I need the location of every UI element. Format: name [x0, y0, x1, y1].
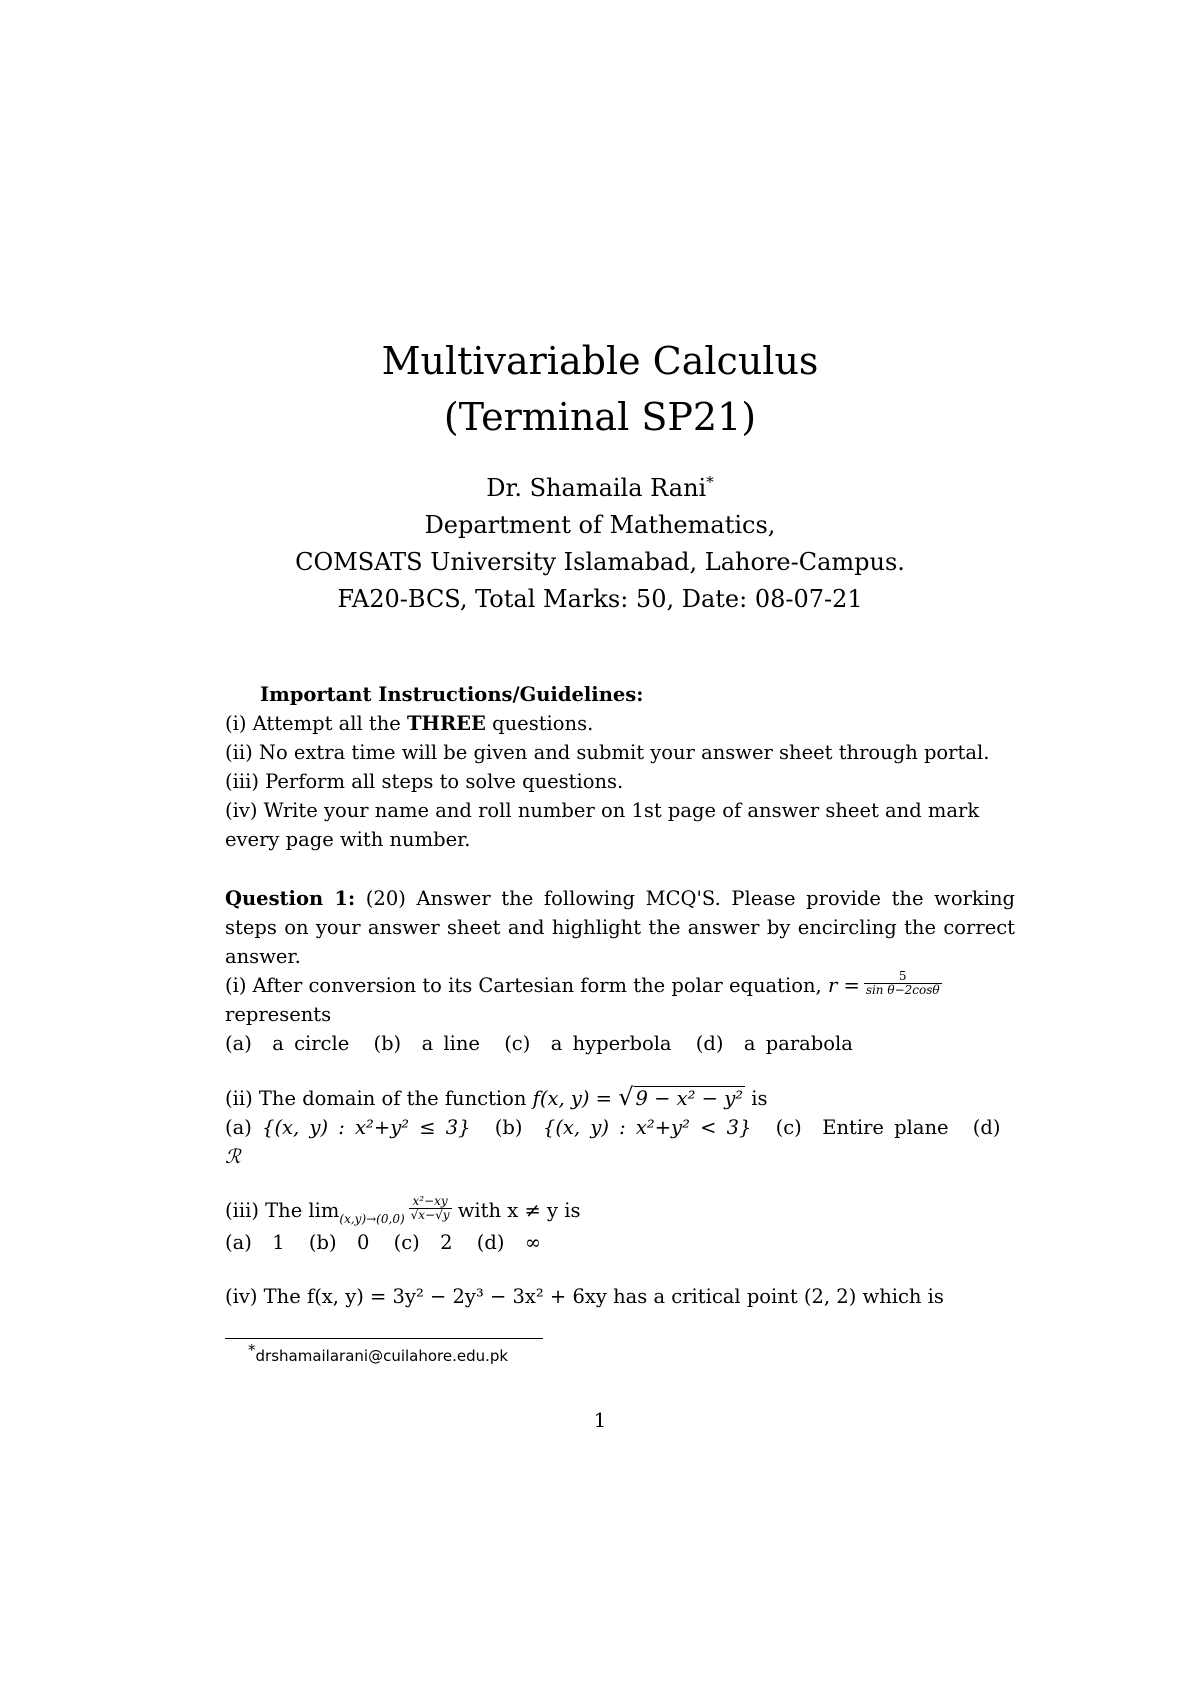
instruction-iii: (iii) Perform all steps to solve questions. [225, 770, 624, 793]
document-subtitle: (Terminal SP21) [443, 395, 757, 439]
instruction-i: (i) Attempt all the THREE questions. [225, 712, 594, 735]
mcq-i-options: (a) a circle (b) a line (c) a hyperbola (d) a parabola [225, 1032, 853, 1055]
polar-fraction: $\frac{5}{\text{sin θ−2cosθ}}$ [865, 969, 940, 997]
department: Department of Mathematics, [424, 511, 776, 539]
footnote: *drshamailarani@cuilahore.edu.pk [248, 1341, 509, 1365]
mcq-ii: (ii) The domain of the function f(x, y) = √ 9 − x² − y² is [225, 1083, 768, 1111]
mcq-i: (i) After conversion to its Cartesian form the polar equation, r = $\frac{5}{\text{sin θ−2cosθ}}$ [225, 969, 940, 997]
exam-info: FA20-BCS, Total Marks: 50, Date: 08-07-21 [337, 585, 863, 613]
university: COMSATS University Islamabad, Lahore-Campus. [295, 548, 905, 576]
author-line [0, 470, 1200, 507]
footnote-mark: * [706, 473, 714, 491]
footnote-rule [225, 1338, 543, 1339]
question-1-intro: Question 1: (20) Answer the following MCQ'S. Please provide the working steps on your answer sheet and highlight the answer by encircling the correct answer. [225, 887, 1016, 968]
instruction-iv: (iv) Write your name and roll number on 1st page of answer sheet and mark every page with number. [225, 799, 980, 851]
instructions-list [225, 709, 1015, 854]
question-1 [225, 884, 1015, 1311]
author-block [0, 470, 1200, 618]
page-number: 1 [593, 1408, 607, 1432]
mcq-ii-options: (a) {(x, y) : x²+y² ≤ 3} (b) {(x, y) : x²+y² < 3} (c) Entire plane (d) ℛ [225, 1116, 1001, 1168]
mcq-iii: (iii) The $\lim_{(x,y)\to(0,0)}$ $\frac{\text{x²−xy}}{√x-√y}$ with x ≠ y is [225, 1194, 581, 1226]
document-title: Multivariable Calculus [381, 339, 819, 383]
sqrt-symbol: √ [618, 1083, 634, 1111]
author-email: drshamailarani@cuilahore.edu.pk [255, 1347, 509, 1365]
mcq-iv: (iv) The f(x, y) = 3y² − 2y³ − 3x² + 6xy has a critical point (2, 2) which is [225, 1285, 944, 1308]
author-name: Dr. Shamaila Rani [486, 474, 707, 502]
limit-fraction: $\frac{\text{x²−xy}}{√x-√y}$ [410, 1194, 450, 1222]
instructions-heading: Important Instructions/Guidelines: [260, 683, 644, 706]
instruction-ii: (ii) No extra time will be given and submit your answer sheet through portal. [225, 741, 990, 764]
mcq-iii-options: (a) 1 (b) 0 (c) 2 (d) ∞ [225, 1231, 542, 1254]
mcq-i-suffix: represents [225, 1003, 332, 1026]
